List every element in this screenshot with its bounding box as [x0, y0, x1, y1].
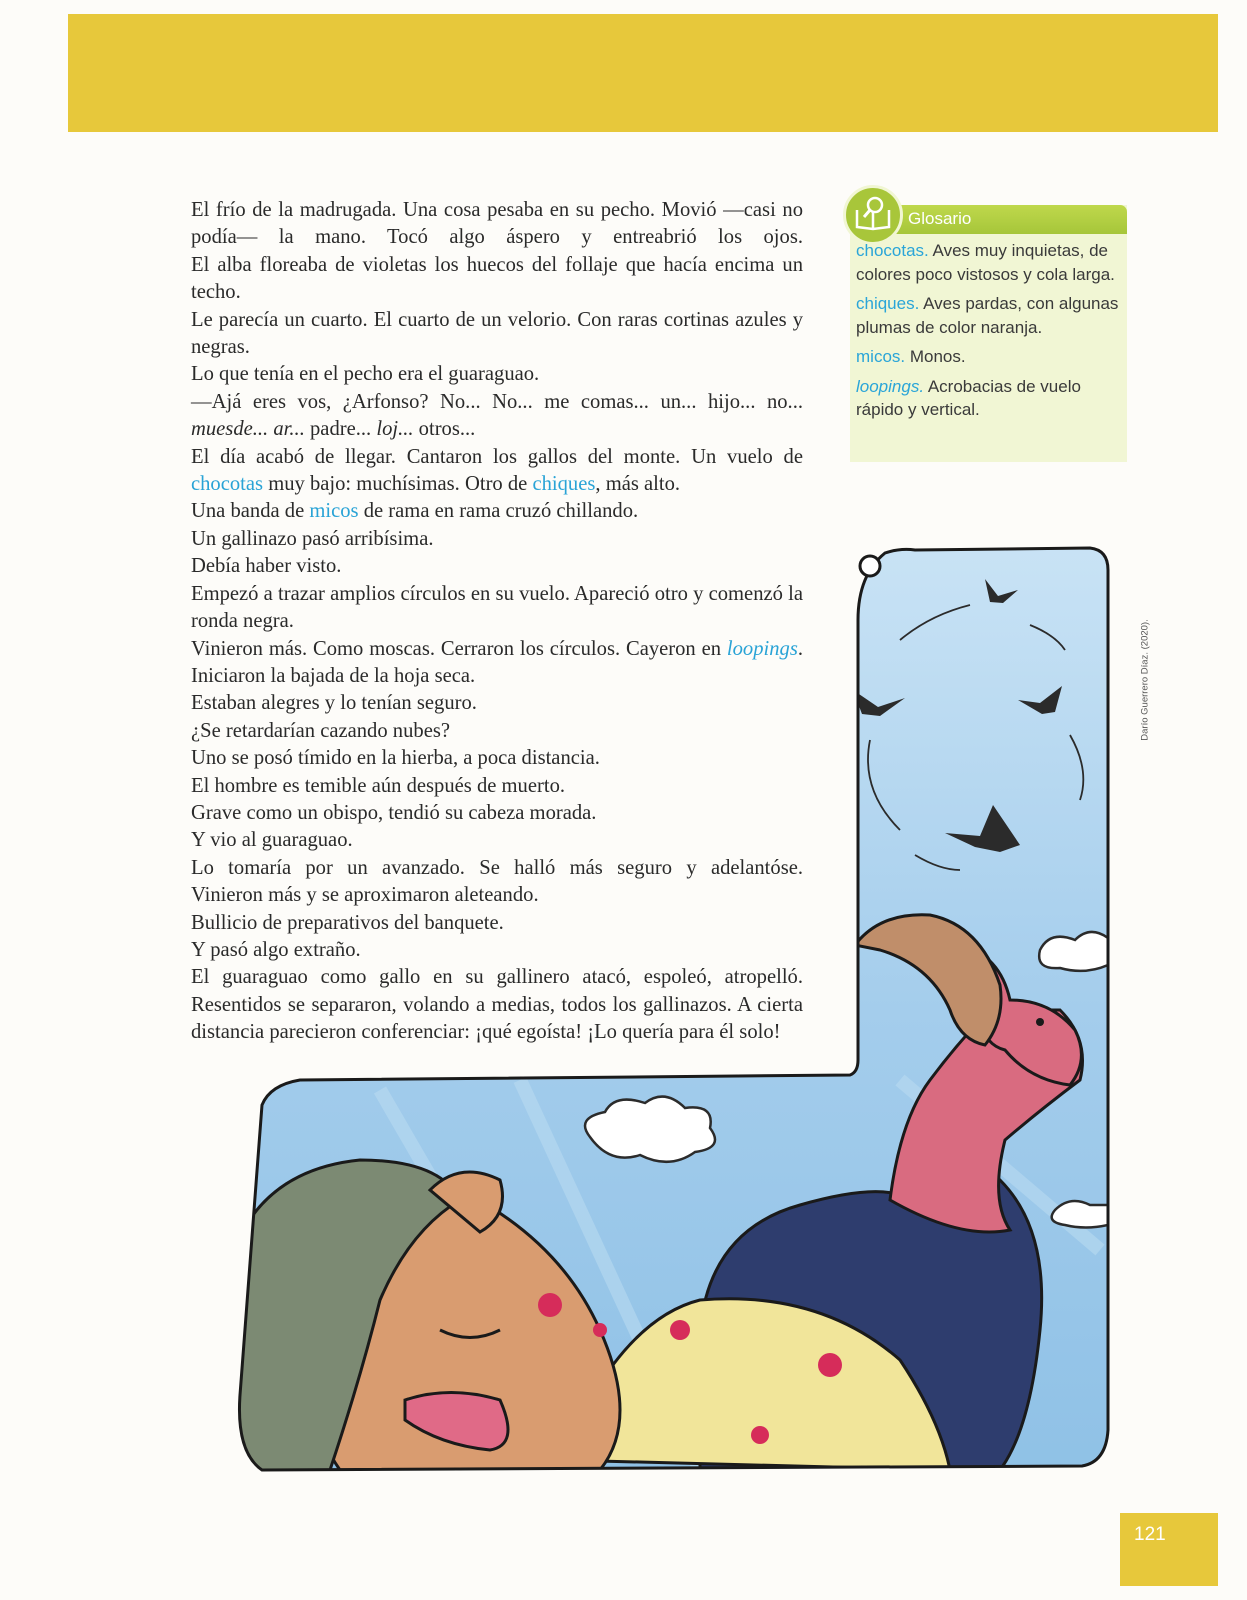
story-paragraph: Lo tomaría por un avanzado. Se halló más seguro y adelantóse.	[191, 856, 803, 879]
glossary-entry	[856, 375, 1124, 422]
story-paragraph: Estaban alegres y lo tenían seguro.	[191, 692, 477, 715]
story-paragraph: El guaraguao como gallo en su gallinero atacó, espoleó, atropelló. Resentidos se separaron, volando a medias, todos los gallinazos. A cierta distancia parecieron conferenciar: ¡qué egoísta! ¡Lo quería para él solo!	[191, 966, 803, 1044]
story-paragraph: Uno se posó tímido en la hierba, a poca distancia.	[191, 747, 600, 770]
glossary-box	[850, 205, 1127, 462]
glossary-term: micos.	[856, 347, 906, 366]
illustration-credit: Darío Guerrero Díaz. (2020).	[1139, 619, 1151, 741]
glossary-entry	[856, 292, 1124, 339]
story-paragraph: Debía haber visto.	[191, 555, 342, 578]
book-magnifier-icon	[843, 185, 903, 245]
glossary-definition: Aves muy inquietas, de colores poco vistosos y cola larga.	[856, 241, 1115, 284]
dialect-word: ar...	[273, 418, 305, 441]
story-paragraph: El hombre es temible aún después de muerto.	[191, 774, 566, 797]
page-number: 121	[1134, 1524, 1166, 1545]
story-paragraph: Y pasó algo extraño.	[191, 938, 361, 961]
glossary-term: loopings.	[856, 376, 925, 396]
story-paragraph: Empezó a trazar amplios círculos en su vuelo. Apareció otro y comenzó la ronda negra.	[191, 582, 803, 633]
dialect-word: loj...	[376, 418, 414, 441]
glossary-term: chocotas.	[856, 241, 929, 260]
glossary-entry	[856, 239, 1124, 286]
story-paragraph: Una banda de micos de rama en rama cruzó chillando.	[191, 500, 639, 523]
story-paragraph: —Ajá eres vos, ¿Arfonso? No... No... me comas... un... hijo... no... muesde... ar... padre... loj... otros...	[191, 390, 803, 441]
glossary-word-micos: micos	[309, 500, 359, 523]
story-paragraph: Y vio al guaraguao.	[191, 829, 353, 852]
story-paragraph: El alba floreaba de violetas los huecos del follaje que hacía encima un techo.	[191, 253, 803, 304]
story-paragraph: El día acabó de llegar. Cantaron los gallos del monte. Un vuelo de chocotas muy bajo: muchísimas. Otro de chiques, más alto.	[191, 445, 803, 496]
glossary-definition: Monos.	[905, 347, 966, 366]
story-paragraph: Vinieron más. Como moscas. Cerraron los círculos. Cayeron en loopings. Iniciaron la bajada de la hoja seca.	[191, 637, 803, 687]
story-paragraph: Grave como un obispo, tendió su cabeza morada.	[191, 801, 597, 824]
glossary-word-loopings: loopings	[726, 637, 798, 660]
glossary-entry	[856, 345, 1124, 369]
glossary-definition: Acrobacias de vuelo rápido y vertical.	[856, 376, 1081, 419]
glossary-title: Glosario	[908, 209, 972, 228]
glossary-word-chiques: chiques	[532, 473, 596, 496]
story-paragraph: Un gallinazo pasó arribísima.	[191, 527, 434, 550]
story-paragraph: El frío de la madrugada. Una cosa pesaba en su pecho. Movió —casi no podía— la mano. Tocó algo áspero y entreabrió los ojos.	[191, 199, 803, 249]
glossary-definition: Aves pardas, con algunas plumas de color naranja.	[856, 294, 1119, 337]
story-paragraph: Bullicio de preparativos del banquete.	[191, 911, 504, 934]
page-number-box	[1120, 1513, 1218, 1586]
story-paragraph: Le parecía un cuarto. El cuarto de un velorio. Con raras cortinas azules y negras.	[191, 308, 803, 359]
glossary-word-chocotas: chocotas	[191, 473, 264, 496]
story-paragraph: ¿Se retardarían cazando nubes?	[191, 719, 450, 742]
story-text	[191, 197, 803, 1047]
dialect-word: muesde...	[191, 418, 269, 441]
glossary-entries	[856, 239, 1124, 428]
glossary-term: chiques.	[856, 294, 920, 313]
story-paragraph: Vinieron más y se aproximaron aleteando.	[191, 884, 539, 907]
story-paragraph: Lo que tenía en el pecho era el guaraguao.	[191, 363, 540, 386]
